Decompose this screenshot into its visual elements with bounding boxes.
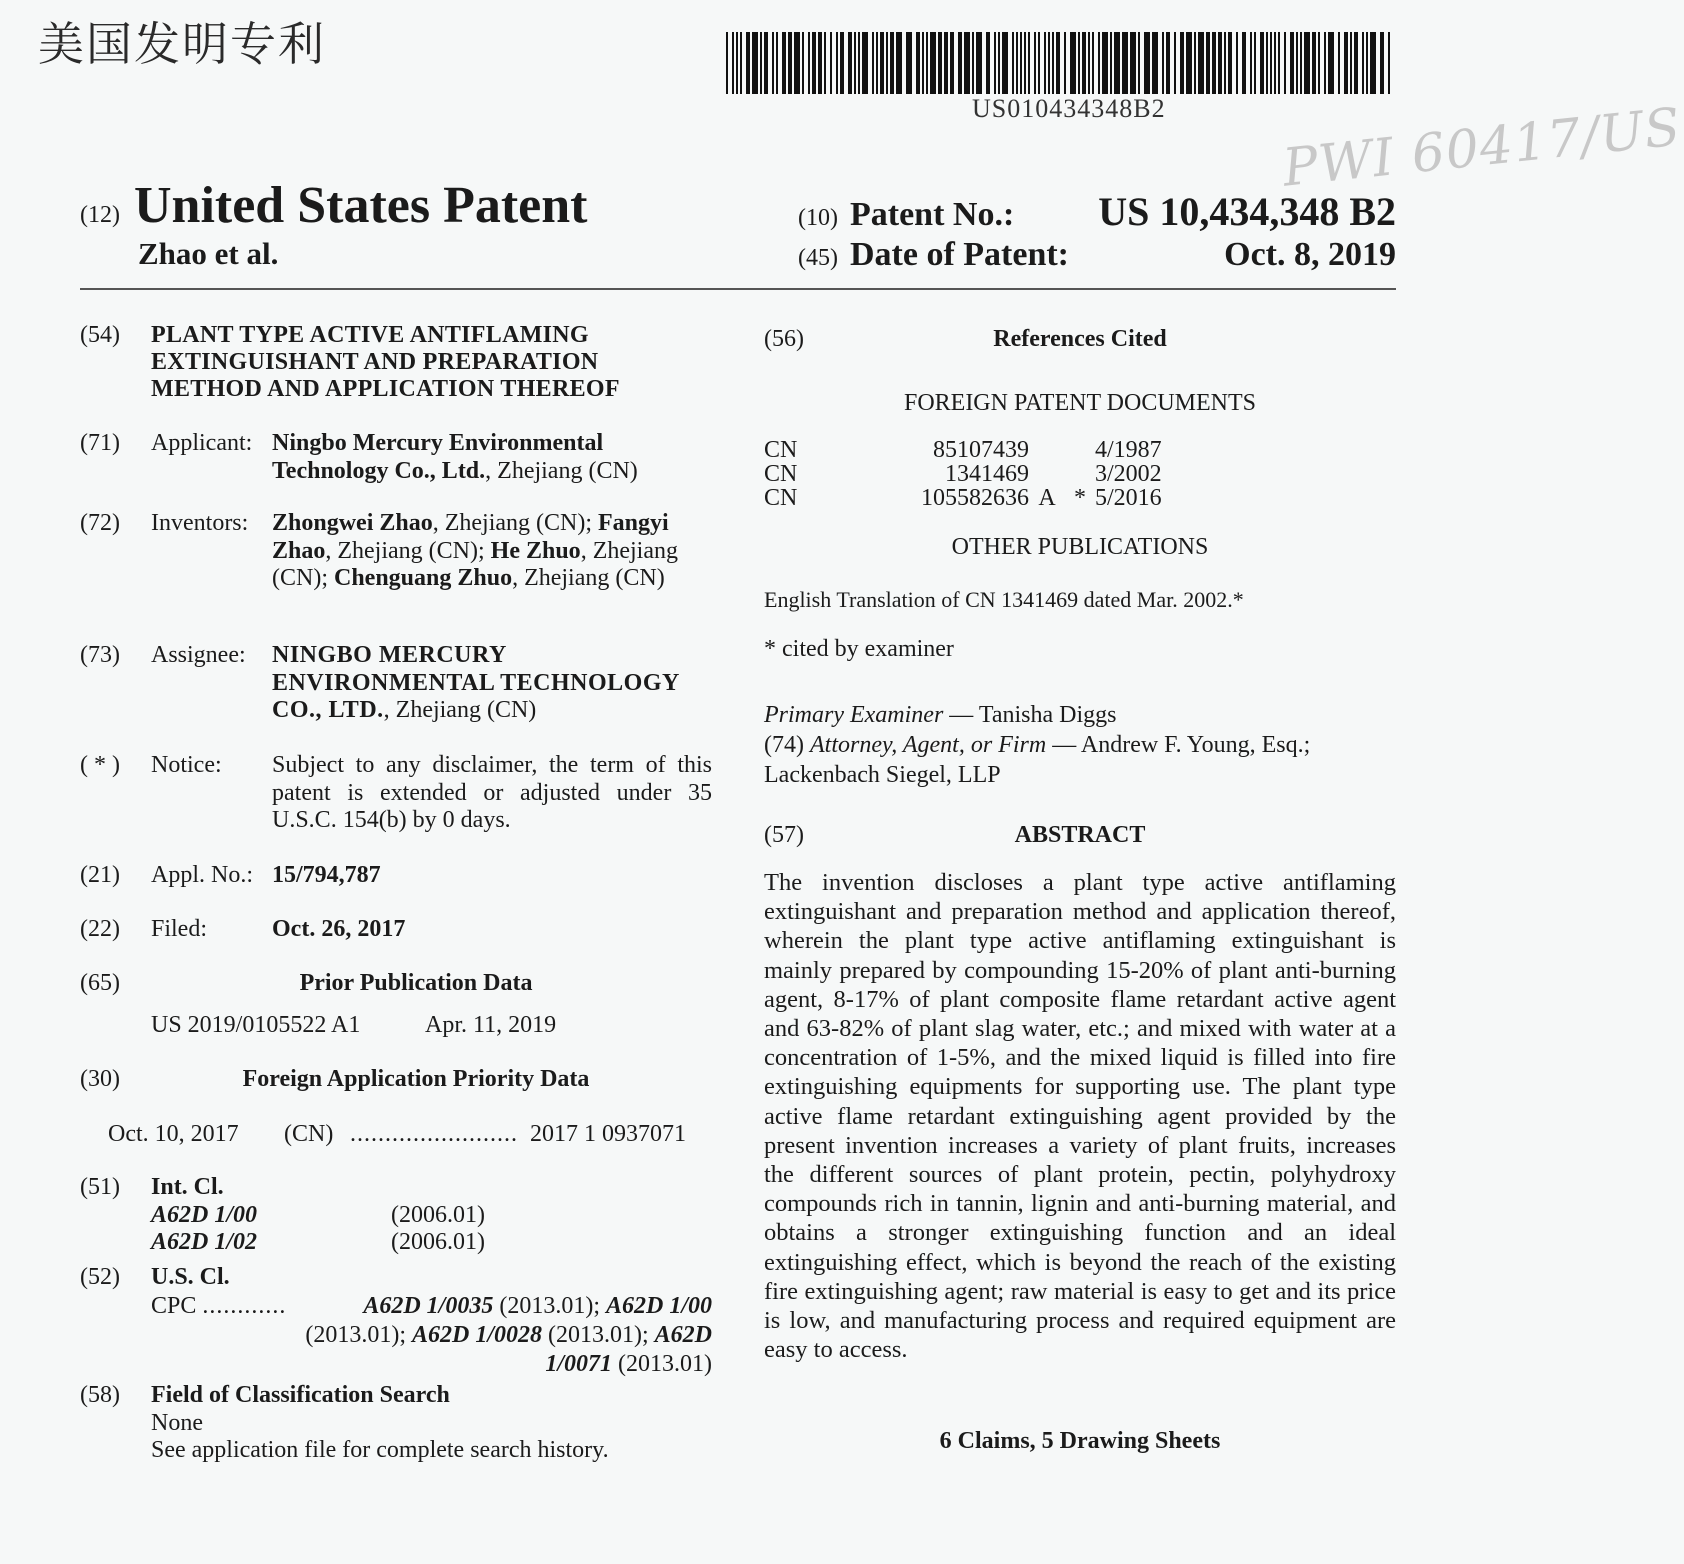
patent-title-block [80, 176, 588, 235]
field-code: (21) [80, 862, 120, 888]
barcode-bar [922, 32, 924, 94]
ref-kind [1029, 462, 1065, 486]
barcode-bar [1162, 32, 1164, 94]
barcode-bar [1370, 32, 1376, 94]
barcode-bar [1194, 32, 1196, 94]
field-code: (51) [80, 1174, 120, 1200]
ref-country: CN [764, 485, 798, 511]
barcode-bar [1242, 32, 1246, 94]
field-72-inventors [80, 510, 712, 642]
barcode-bar [1002, 32, 1008, 94]
barcode-bar [854, 32, 856, 94]
ref-date: 5/2016 [1095, 485, 1162, 511]
barcode-bar [732, 32, 734, 94]
ref-country: CN [764, 461, 798, 487]
field-57-abstract [764, 822, 1396, 868]
int-cl-class: A62D 1/00 [151, 1201, 258, 1228]
barcode-bar [1278, 32, 1280, 94]
field-label: Assignee: [151, 642, 246, 668]
section-heading: Field of Classification Search [151, 1382, 450, 1408]
ref-kind [1029, 438, 1065, 462]
code-10: (10) [798, 205, 838, 231]
barcode-bar [1174, 32, 1176, 94]
patent-date-label: Date of Patent: [849, 236, 1070, 273]
field-22-filed [80, 916, 712, 970]
barcode-bar [1122, 32, 1128, 94]
barcode-bar [1380, 32, 1384, 94]
notice-text: Subject to any disclaimer, the term of this patent is extended or adjusted under 35 U.S.C. 154(b) by 0 days. [272, 752, 712, 833]
barcode-bar [1166, 32, 1170, 94]
field-code: (74) [764, 732, 810, 758]
cpc-version: (2013.01) [612, 1350, 712, 1377]
assignee-name: NINGBO MERCURY ENVIRONMENTAL TECHNOLOGY CO., LTD. [272, 642, 679, 723]
patent-number-label: Patent No.: [849, 196, 1015, 233]
barcode-bar [1274, 32, 1276, 94]
leader-dots: ........................ [350, 1120, 518, 1147]
barcode-bar [736, 32, 738, 94]
barcode-bar [1206, 32, 1210, 94]
barcode-bar [1312, 32, 1316, 94]
barcode-number: US010434348B2 [972, 94, 1166, 123]
patent-number-block [798, 188, 1396, 284]
invention-title: PLANT TYPE ACTIVE ANTIFLAMING EXTINGUISHANT AND PREPARATION METHOD AND APPLICATION THEREOF [151, 322, 620, 402]
field-58-classification-search [80, 1382, 712, 1472]
field-51-int-cl [80, 1174, 712, 1264]
header-divider [80, 288, 1396, 290]
field-code: (58) [80, 1382, 120, 1408]
claims-summary: 6 Claims, 5 Drawing Sheets [939, 1428, 1221, 1454]
priority-country: (CN) [284, 1120, 334, 1147]
field-code: (54) [80, 322, 120, 348]
barcode-bar [972, 32, 974, 94]
barcode-bar [1020, 32, 1022, 94]
applicant-location: , Zhejiang (CN) [485, 457, 638, 484]
barcode-bar [896, 32, 902, 94]
barcode-bar [760, 32, 762, 94]
reference-row [764, 438, 1396, 462]
barcode-bar [802, 32, 804, 94]
inventor-name: He Zhuo [490, 537, 581, 564]
ref-star [1065, 438, 1095, 462]
barcode-bar [1344, 32, 1348, 94]
other-publication-entry: English Translation of CN 1341469 dated Mar. 2002.* [764, 587, 1244, 612]
barcode-bar [812, 32, 816, 94]
barcode-bar [1024, 32, 1026, 94]
barcode-bar [776, 32, 778, 94]
cpc-version: (2013.01); [542, 1321, 655, 1348]
barcode-bar [772, 32, 774, 94]
section-heading: References Cited [993, 326, 1167, 352]
barcode-bar [906, 32, 912, 94]
assignee-location: , Zhejiang (CN) [383, 697, 537, 723]
barcode-bar [1290, 32, 1294, 94]
first-inventor-line: Zhao et al. [138, 236, 279, 271]
filed-date: Oct. 26, 2017 [272, 916, 406, 942]
barcode-bar [1056, 32, 1060, 94]
barcode-bar [1012, 32, 1014, 94]
barcode-bar [794, 32, 800, 94]
barcode-bar [876, 32, 878, 94]
barcode-bar [1138, 32, 1140, 94]
barcode-bar [1296, 32, 1298, 94]
barcode-bar [1092, 32, 1094, 94]
inventor-location: , Zhejiang (CN) [512, 565, 665, 591]
barcode-bar [1338, 32, 1340, 94]
barcode-bar [788, 32, 792, 94]
barcode-bar [916, 32, 920, 94]
ref-number: 85107439 [933, 437, 1029, 463]
section-heading: ABSTRACT [1014, 822, 1146, 848]
barcode-bar [938, 32, 942, 94]
patent-date-row [798, 236, 1396, 284]
barcode-bar [1152, 32, 1158, 94]
cited-by-examiner-note: * cited by examiner [764, 636, 954, 662]
reference-row [764, 462, 1396, 486]
barcode-bar [1016, 32, 1018, 94]
cpc-label: CPC [151, 1292, 197, 1319]
barcode-bar [1318, 32, 1320, 94]
applicant-name: Ningbo Mercury Environmental Technology Co., Ltd. [272, 430, 604, 484]
barcode-bar [830, 32, 832, 94]
barcode-bar [1088, 32, 1090, 94]
barcode-bar [944, 32, 948, 94]
reference-row [764, 486, 1396, 510]
barcode-bar [986, 32, 990, 94]
barcode-bar [824, 32, 826, 94]
barcode-bar [1180, 32, 1184, 94]
barcode-bar [950, 32, 954, 94]
barcode-bar [1266, 32, 1268, 94]
barcode-bar [862, 32, 868, 94]
field-notice [80, 752, 712, 862]
field-code: ( * ) [80, 752, 120, 778]
field-label: Filed: [151, 916, 208, 942]
barcode-bar [782, 32, 786, 94]
field-code: (56) [764, 326, 804, 352]
cpc-class: A62D 1/00 [605, 1292, 712, 1319]
barcode-bar [1144, 32, 1150, 94]
cpc-class: 1/0071 [545, 1350, 613, 1377]
section-heading: U.S. Cl. [151, 1264, 230, 1290]
barcode-bar [1102, 32, 1108, 94]
barcode-bar [1052, 32, 1054, 94]
barcode-bar [752, 32, 758, 94]
field-30-foreign-priority [80, 1066, 712, 1174]
field-code: (57) [764, 822, 804, 848]
barcode-bar [1064, 32, 1066, 94]
barcode-bar [998, 32, 1000, 94]
barcode-bar [1114, 32, 1120, 94]
barcode-bar [1224, 32, 1226, 94]
barcode-bar [994, 32, 996, 94]
barcode-bar [1284, 32, 1286, 94]
barcode-bar [1130, 32, 1136, 94]
barcode-bar [1078, 32, 1080, 94]
attorney-name: — Andrew F. Young, Esq.; Lackenbach Siegel, LLP [764, 732, 1311, 788]
barcode-bar [1198, 32, 1204, 94]
field-73-assignee [80, 642, 712, 752]
barcode-bar [848, 32, 852, 94]
cpc-version: (2013.01); [305, 1321, 412, 1348]
barcode-bar [726, 32, 728, 94]
cpc-classification [151, 1292, 712, 1379]
foreign-patents-heading: FOREIGN PATENT DOCUMENTS [903, 390, 1257, 416]
barcode-bar [964, 32, 970, 94]
left-column [80, 322, 712, 1472]
barcode-bar [808, 32, 810, 94]
field-code: (22) [80, 916, 120, 942]
barcode-bar [1354, 32, 1358, 94]
barcode-bar [1028, 32, 1030, 94]
barcode-bar [840, 32, 844, 94]
ref-number: 1341469 [945, 461, 1029, 487]
inventor-name: Fangyi Zhao [272, 510, 669, 564]
priority-date: Oct. 10, 2017 [108, 1120, 239, 1147]
barcode-bar [1218, 32, 1222, 94]
examiner-label: Primary Examiner [764, 702, 944, 728]
attorney-label: Attorney, Agent, or Firm [809, 732, 1047, 758]
patent-number-row [798, 188, 1396, 236]
section-heading: Foreign Application Priority Data [242, 1066, 590, 1092]
barcode-bar [836, 32, 838, 94]
barcode-bar [1186, 32, 1192, 94]
barcode-bar [1328, 32, 1334, 94]
barcode-bar [1048, 32, 1050, 94]
barcode-bar [886, 32, 888, 94]
field-code: (30) [80, 1066, 120, 1092]
field-code: (73) [80, 642, 120, 668]
barcode-bar [1254, 32, 1256, 94]
cpc-class: A62D 1/0035 [363, 1292, 494, 1319]
ref-star: * [1074, 485, 1086, 511]
barcode-bar [1212, 32, 1216, 94]
attorney-agent [764, 730, 1396, 822]
ref-country: CN [764, 437, 798, 463]
barcode-bar [1388, 32, 1390, 94]
prior-publication-date: Apr. 11, 2019 [425, 1011, 557, 1038]
patent-number: US 10,434,348 B2 [1098, 189, 1396, 234]
document-title: United States Patent [133, 177, 588, 234]
barcode-bar [1044, 32, 1046, 94]
field-label: Appl. No.: [151, 862, 253, 888]
barcode-bar [858, 32, 860, 94]
barcode-bar [976, 32, 982, 94]
barcode-bar [1082, 32, 1086, 94]
application-number: 15/794,787 [272, 862, 381, 888]
barcode-image [726, 32, 1396, 94]
field-56-references [764, 326, 1396, 390]
barcode-bar [1110, 32, 1112, 94]
inventor-location: , Zhejiang (CN); [272, 537, 678, 591]
inventor-location: , Zhejiang (CN); [432, 510, 593, 536]
field-71-applicant [80, 430, 712, 510]
cpc-version: (2013.01); [493, 1292, 606, 1319]
ref-date: 3/2002 [1095, 461, 1162, 487]
barcode-bar [880, 32, 884, 94]
references-table [764, 438, 1396, 534]
other-publications-heading: OTHER PUBLICATIONS [951, 534, 1209, 560]
section-heading: Prior Publication Data [299, 970, 533, 996]
barcode-bar [1228, 32, 1232, 94]
int-cl-class: A62D 1/02 [151, 1229, 258, 1255]
field-code: (65) [80, 970, 120, 996]
barcode-bar [1304, 32, 1310, 94]
ref-number: 105582636 [921, 485, 1029, 511]
ref-kind: A [1038, 485, 1056, 511]
field-21-appl-no [80, 862, 712, 916]
field-code: (52) [80, 1264, 120, 1290]
barcode-bar [746, 32, 750, 94]
abstract-text: The invention discloses a plant type active antiflaming extinguishant and preparation method and application thereof, wherein the plant type active antiflaming extinguishant is mainly prepared by compounding 15-20% of plant anti-burning agent, 8-17% of plant composite flame retardant active agent and 63-82% of plant slag water, etc.; and mixed with water at a concentration of 1-5%, and the mixed liquid is filled into fire extinguishing equipments for supporting use. The plant type active flame retardant extinguishing agent provided by the present invention increases a variety of plant fruits, increases the different sources of plant protein, pectin, polyhydroxy compounds rich in tannin, lignin and anti-burning material, and obtains a stronger extinguishing function and an ideal extinguishing effect, which is beyond the reach of the existing fire extinguishing agent; raw material is easy to get and its price is low, and manufacturing process and required equipment are easy to access. [764, 869, 1396, 1364]
barcode-bar [1034, 32, 1036, 94]
field-65-prior-publication [80, 970, 712, 1066]
barcode-bar [1098, 32, 1100, 94]
field-code: (71) [80, 430, 120, 456]
inventor-name: Chenguang Zhuo [334, 565, 513, 591]
barcode-bar [740, 32, 742, 94]
barcode-bar [1366, 32, 1368, 94]
field-label: Notice: [151, 752, 222, 778]
chinese-document-label: 美国发明专利 [38, 17, 326, 71]
right-column [764, 326, 1396, 1456]
field-label: Inventors: [151, 510, 249, 536]
priority-number: 2017 1 0937071 [530, 1120, 686, 1147]
field-label: Applicant: [151, 430, 253, 456]
ref-star [1065, 462, 1095, 486]
int-cl-version: (2006.01) [391, 1229, 485, 1255]
barcode-bar [1362, 32, 1364, 94]
barcode-bar [1350, 32, 1352, 94]
barcode-bar [1250, 32, 1252, 94]
leader-dots: ............ [202, 1292, 287, 1319]
examiner-name: — Tanisha Diggs [943, 702, 1117, 728]
search-history-note: See application file for complete search history. [151, 1437, 609, 1463]
code-12: (12) [80, 202, 120, 228]
inventor-location: , Zhejiang (CN); [325, 537, 485, 564]
barcode-bar [1270, 32, 1272, 94]
barcode-bar [764, 32, 768, 94]
int-cl-version: (2006.01) [391, 1201, 485, 1228]
barcode-bar [1236, 32, 1238, 94]
search-field-value: None [151, 1409, 203, 1436]
barcode-bar [1038, 32, 1040, 94]
field-52-us-cl [80, 1264, 712, 1382]
primary-examiner [764, 700, 1396, 730]
barcode-bar [872, 32, 874, 94]
code-45: (45) [798, 245, 838, 271]
section-heading: Int. Cl. [151, 1174, 224, 1200]
barcode-bar [1260, 32, 1264, 94]
barcode-bar [930, 32, 936, 94]
cpc-class: A62D [654, 1321, 712, 1348]
inventor-name: Zhongwei Zhao [272, 510, 433, 536]
cpc-class: A62D 1/0028 [411, 1321, 542, 1348]
field-code: (72) [80, 510, 120, 536]
barcode-bar [1300, 32, 1302, 94]
barcode-bar [1324, 32, 1326, 94]
prior-publication-number: US 2019/0105522 A1 [151, 1011, 361, 1038]
patent-date: Oct. 8, 2019 [1224, 236, 1396, 273]
field-54-title [80, 322, 712, 430]
barcode-bar [1070, 32, 1076, 94]
barcode-bar [818, 32, 822, 94]
barcode-bar [926, 32, 928, 94]
ref-date: 4/1987 [1095, 437, 1162, 463]
barcode-bar [958, 32, 962, 94]
handwritten-note: PWI 60417/US [1279, 97, 1684, 199]
barcode-bar [890, 32, 894, 94]
